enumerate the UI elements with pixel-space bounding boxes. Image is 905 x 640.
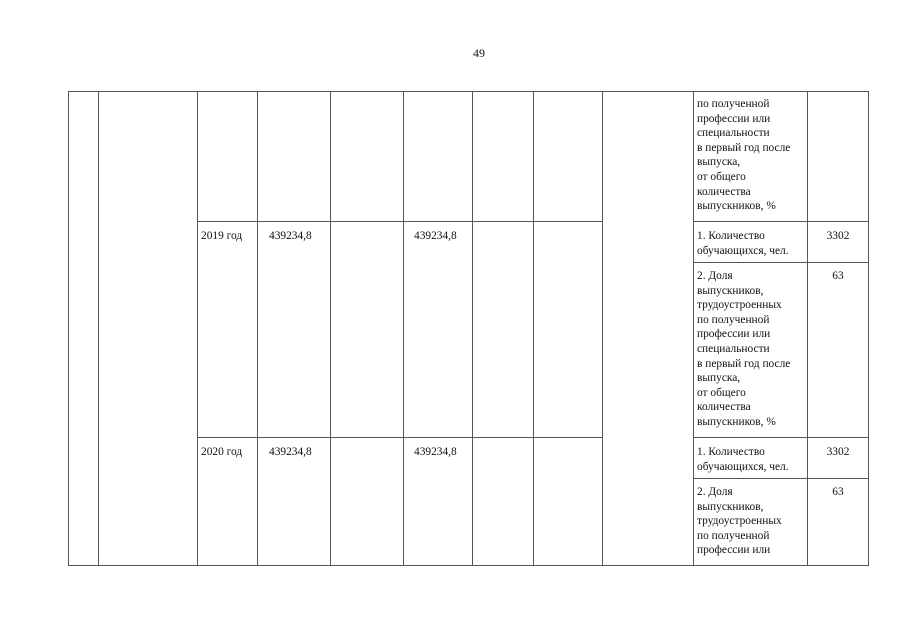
table-cell-other — [534, 438, 603, 566]
indicator-name: 2. Доля выпускников, трудоустроенных по полученной профессии или — [694, 479, 808, 566]
page-number: 49 — [473, 46, 485, 60]
table-cell-federal — [331, 92, 404, 222]
table-cell-regional: 439234,8 — [404, 438, 473, 566]
table-cell-amount-total — [258, 92, 331, 222]
indicator-value: 3302 — [808, 438, 869, 479]
indicator-value: 63 — [808, 263, 869, 438]
indicator-value: 3302 — [808, 222, 869, 263]
indicator-name: по полученной профессии или специальности в первый год после выпуска, от общего количества выпускников, % — [694, 92, 808, 222]
indicator-name: 1. Количество обучающихся, чел. — [694, 222, 808, 263]
indicator-name: 1. Количество обучающихся, чел. — [694, 438, 808, 479]
indicator-name: 2. Доля выпускников, трудоустроенных по полученной профессии или специальности в первый год после выпуска, от общего количества выпускников, % — [694, 263, 808, 438]
table-cell-other — [534, 92, 603, 222]
table-cell-local — [473, 222, 534, 438]
table-cell-regional: 439234,8 — [404, 222, 473, 438]
table-cell-name — [99, 92, 198, 566]
table-cell-year: 2019 год — [198, 222, 258, 438]
table-cell-executor — [603, 92, 694, 566]
table-cell-amount-total: 439234,8 — [258, 222, 331, 438]
program-table — [68, 91, 869, 566]
table-cell-local — [473, 92, 534, 222]
table-cell-local — [473, 438, 534, 566]
table-cell-amount-total: 439234,8 — [258, 438, 331, 566]
table-cell-federal — [331, 438, 404, 566]
table-cell-year — [198, 92, 258, 222]
indicator-value: 63 — [808, 479, 869, 566]
table-cell-regional — [404, 92, 473, 222]
indicator-value — [808, 92, 869, 222]
table-cell-year: 2020 год — [198, 438, 258, 566]
table-cell-federal — [331, 222, 404, 438]
table-cell-number — [69, 92, 99, 566]
table-cell-other — [534, 222, 603, 438]
